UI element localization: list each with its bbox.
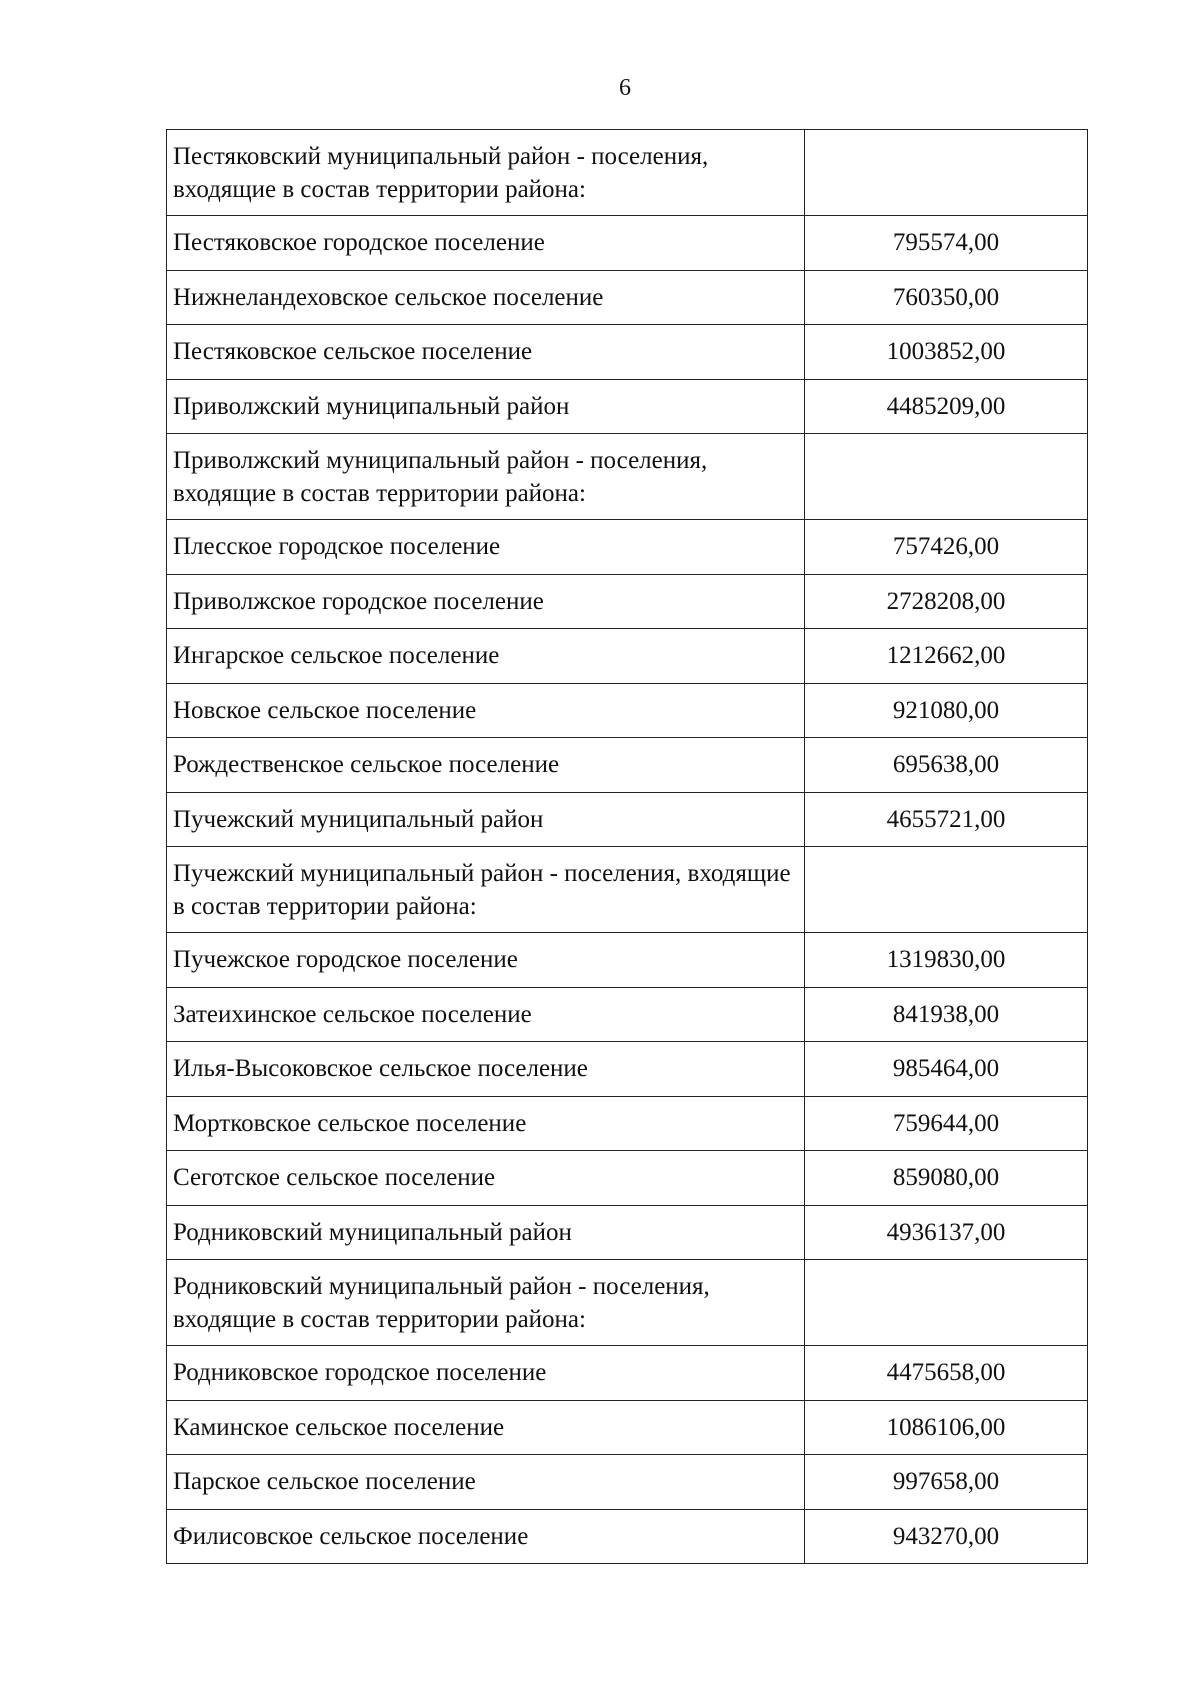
- table-row: [167, 325, 1088, 380]
- table-row: [167, 1042, 1088, 1097]
- table-row: [167, 933, 1088, 988]
- table-row: [167, 1096, 1088, 1151]
- row-name: Ингарское сельское поселение: [167, 629, 805, 684]
- row-value: 859080,00: [805, 1151, 1088, 1206]
- table-row: [167, 629, 1088, 684]
- row-value: [805, 1260, 1088, 1346]
- row-value: [805, 130, 1088, 216]
- row-name: Рождественское сельское поселение: [167, 738, 805, 793]
- row-name: Родниковский муниципальный район - поселения, входящие в состав территории района:: [167, 1260, 805, 1346]
- row-name: Родниковское городское поселение: [167, 1346, 805, 1401]
- table-row: [167, 270, 1088, 325]
- table-row: [167, 1260, 1088, 1346]
- table-row: [167, 1346, 1088, 1401]
- row-name: Парское сельское поселение: [167, 1455, 805, 1510]
- row-name: Плесское городское поселение: [167, 520, 805, 575]
- row-name: Мортковское сельское поселение: [167, 1096, 805, 1151]
- row-value: 921080,00: [805, 683, 1088, 738]
- table-row: [167, 1205, 1088, 1260]
- row-value: 997658,00: [805, 1455, 1088, 1510]
- row-name: Затеихинское сельское поселение: [167, 987, 805, 1042]
- table-row: [167, 1455, 1088, 1510]
- row-name: Пестяковское городское поселение: [167, 216, 805, 271]
- row-value: 760350,00: [805, 270, 1088, 325]
- table-row: [167, 683, 1088, 738]
- row-name: Нижнеландеховское сельское поселение: [167, 270, 805, 325]
- table-row: [167, 987, 1088, 1042]
- row-name: Пучежский муниципальный район: [167, 792, 805, 847]
- row-value: 4475658,00: [805, 1346, 1088, 1401]
- row-value: 4485209,00: [805, 379, 1088, 434]
- row-name: Новское сельское поселение: [167, 683, 805, 738]
- row-value: 4655721,00: [805, 792, 1088, 847]
- row-name: Родниковский муниципальный район: [167, 1205, 805, 1260]
- page-number: 6: [619, 75, 631, 101]
- row-value: 4936137,00: [805, 1205, 1088, 1260]
- row-value: 985464,00: [805, 1042, 1088, 1097]
- row-name: Илья-Высоковское сельское поселение: [167, 1042, 805, 1097]
- table-row: [167, 1400, 1088, 1455]
- row-value: [805, 847, 1088, 933]
- row-name: Пучежский муниципальный район - поселения, входящие в состав территории района:: [167, 847, 805, 933]
- row-value: 1003852,00: [805, 325, 1088, 380]
- table-row: [167, 847, 1088, 933]
- row-name: Пестяковский муниципальный район - поселения, входящие в состав территории района:: [167, 130, 805, 216]
- row-value: 695638,00: [805, 738, 1088, 793]
- row-name: Приволжский муниципальный район - поселения, входящие в состав территории района:: [167, 434, 805, 520]
- row-name: Приволжский муниципальный район: [167, 379, 805, 434]
- table-row: [167, 738, 1088, 793]
- table-row: [167, 520, 1088, 575]
- row-name: Сеготское сельское поселение: [167, 1151, 805, 1206]
- row-value: 759644,00: [805, 1096, 1088, 1151]
- row-name: Пучежское городское поселение: [167, 933, 805, 988]
- table-row: [167, 1509, 1088, 1564]
- row-name: Каминское сельское поселение: [167, 1400, 805, 1455]
- row-name: Пестяковское сельское поселение: [167, 325, 805, 380]
- row-value: 1212662,00: [805, 629, 1088, 684]
- row-value: 757426,00: [805, 520, 1088, 575]
- table-row: [167, 216, 1088, 271]
- row-name: Приволжское городское поселение: [167, 574, 805, 629]
- table-row: [167, 379, 1088, 434]
- row-value: 1086106,00: [805, 1400, 1088, 1455]
- row-value: 943270,00: [805, 1509, 1088, 1564]
- row-value: 2728208,00: [805, 574, 1088, 629]
- row-value: 795574,00: [805, 216, 1088, 271]
- allocation-table: [166, 129, 1088, 1564]
- row-value: 1319830,00: [805, 933, 1088, 988]
- row-name: Филисовское сельское поселение: [167, 1509, 805, 1564]
- table-row: [167, 574, 1088, 629]
- table-row: [167, 792, 1088, 847]
- table-row: [167, 434, 1088, 520]
- table-row: [167, 130, 1088, 216]
- table-row: [167, 1151, 1088, 1206]
- row-value: 841938,00: [805, 987, 1088, 1042]
- row-value: [805, 434, 1088, 520]
